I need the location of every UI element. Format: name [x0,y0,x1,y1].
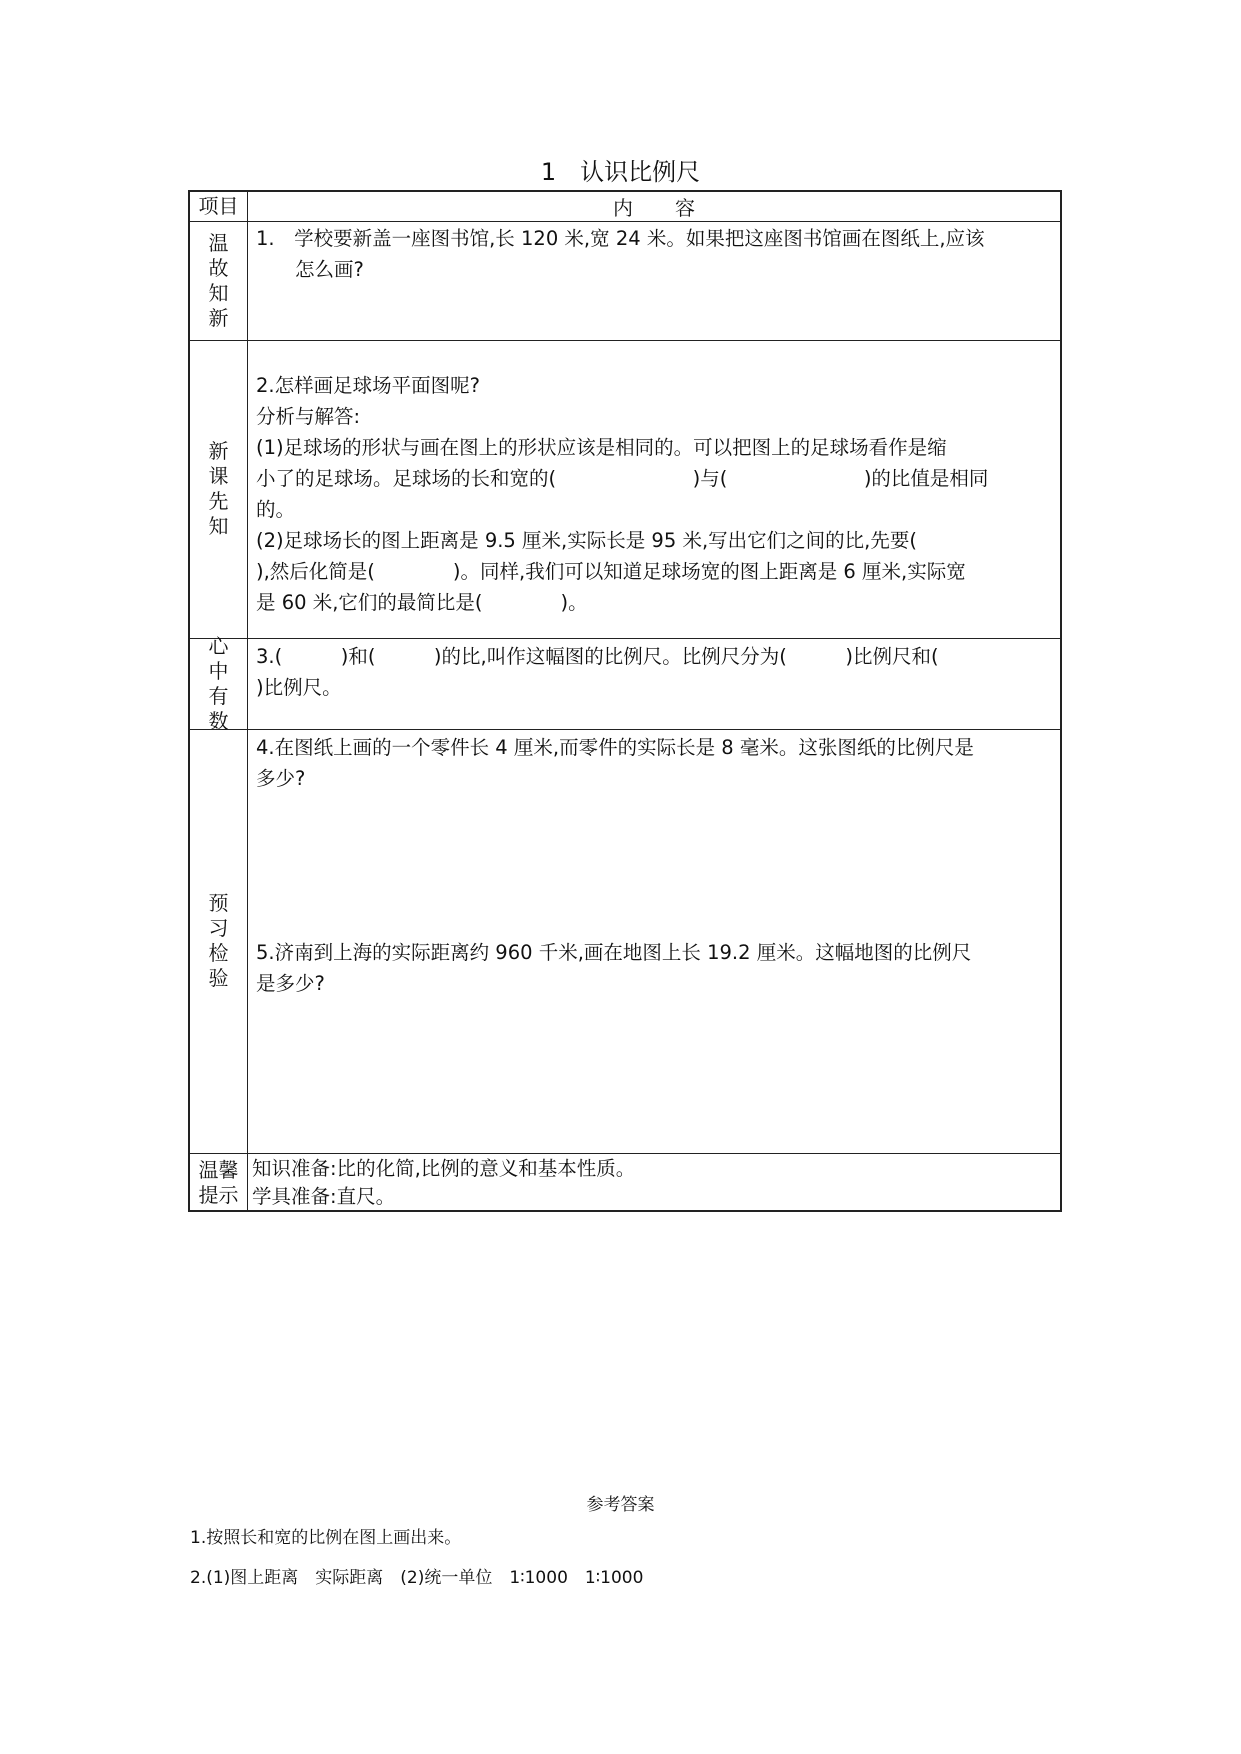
row-label-cell [190,633,247,733]
text-line: 2.怎样画足球场平面图呢? [256,374,480,397]
row-label-cell [190,1154,247,1212]
text-line: 3.( )和( )的比,叫作这幅图的比例尺。比例尺分为( )比例尺和( [256,645,939,668]
text-line: 5.济南到上海的实际距离约 960 千米,画在地图上长 19.2 厘米。这幅地图的比例尺 [256,941,972,964]
answers-title: 参考答案 [586,1495,655,1515]
row-label: 新课先知 [208,439,229,538]
header-item-label: 项目 [198,194,239,218]
row-label-cell [190,341,247,637]
text-line: 学具准备:直尺。 [252,1185,396,1208]
question-2 [256,370,1048,618]
column-divider [247,192,248,1210]
tips [252,1155,1044,1211]
text-line: 知识准备:比的化简,比例的意义和基本性质。 [252,1157,636,1180]
answer-line: 2.(1)图上距离 实际距离 (2)统一单位 1∶1000 1∶1000 [190,1568,644,1588]
text-line: 的。 [256,498,296,521]
row-label: 温故知新 [208,230,229,330]
row-label: 心中有数 [208,633,229,733]
header-content-label: 内容 [613,196,737,220]
row-divider [190,340,1060,341]
row-label-cell [190,730,247,1152]
row-label: 预习检验 [208,891,229,990]
text-line: )比例尺。 [256,676,342,699]
row-label-cell [190,222,247,339]
text-line: 是 60 米,它们的最简比是( )。 [256,591,588,614]
text-line: (2)足球场长的图上距离是 9.5 厘米,实际长是 95 米,写出它们之间的比,先要( [256,529,995,552]
text-line: 是多少? [256,972,325,995]
text-line: 1. 学校要新盖一座图书馆,长 120 米,宽 24 米。如果把这座图书馆画在图纸上,应该 [256,227,985,250]
question-4 [256,732,1048,794]
question-3 [256,641,1048,703]
text-line: 4.在图纸上画的一个零件长 4 厘米,而零件的实际长是 8 毫米。这张图纸的比例尺是 [256,736,974,759]
row-divider [190,638,1060,639]
question-5 [256,937,1048,999]
text-line: 分析与解答: [256,405,361,428]
text-line: (1)足球场的形状与画在图上的形状应该是相同的。可以把图上的足球场看作是缩 [256,436,947,459]
text-line: 小了的足球场。足球场的长和宽的( )与( )的比值是相同 [256,467,989,490]
row-divider [190,221,1060,222]
row-divider [190,729,1060,730]
header-item-cell [190,192,247,221]
answer-line: 1.按照长和宽的比例在图上画出来。 [190,1528,462,1548]
page-title: 1 认识比例尺 [540,158,701,186]
row-label: 温馨提示 [198,1158,239,1207]
text-line: 多少? [256,767,306,790]
text-line: 怎么画? [256,258,364,281]
question-1 [256,223,1048,285]
row-divider [190,1153,1060,1154]
worksheet-table [188,190,1062,1212]
text-line: ),然后化简是( )。同样,我们可以知道足球场宽的图上距离是 6 厘米,实际宽 [256,560,966,583]
